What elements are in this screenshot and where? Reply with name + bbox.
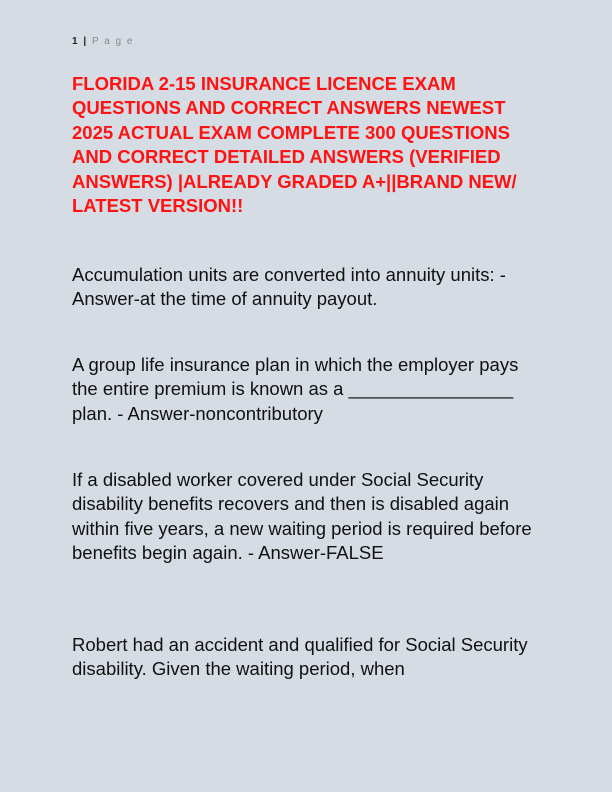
- qa-item: [72, 633, 542, 682]
- question-text: Accumulation units are converted into annuity units:: [72, 264, 495, 285]
- answer-text: - Answer-FALSE: [247, 542, 384, 564]
- document-title: FLORIDA 2-15 INSURANCE LICENCE EXAM QUESTIONS AND CORRECT ANSWERS NEWEST 2025 ACTUAL EXAM COMPLETE 300 QUESTIONS AND CORRECT DETAILED ANSWERS (VERIFIED ANSWERS) |ALREADY GRADED A+||BRAND NEW/ LATEST VERSION!!: [72, 73, 517, 217]
- question-text: A group life insurance plan in which the employer pays the entire premium is known as a ________________ plan.: [72, 354, 519, 424]
- page-number-header: [72, 36, 134, 47]
- qa-item: [72, 263, 542, 312]
- qa-item: [72, 468, 542, 566]
- answer-text: - Answer-at the time of annuity payout.: [72, 264, 506, 310]
- page-number: 1: [72, 36, 80, 47]
- answer-text: - Answer-noncontributory: [117, 402, 323, 424]
- question-text: If a disabled worker covered under Social Security disability benefits recovers and then is disabled again within five years, a new waiting period is required before benefits begin again.: [72, 469, 532, 564]
- page-number-separator: |: [83, 36, 88, 47]
- question-text: Robert had an accident and qualified for Social Security disability. Given the waiting period, when: [72, 634, 528, 680]
- page-label: P a g e: [91, 36, 134, 47]
- qa-item: [72, 353, 542, 426]
